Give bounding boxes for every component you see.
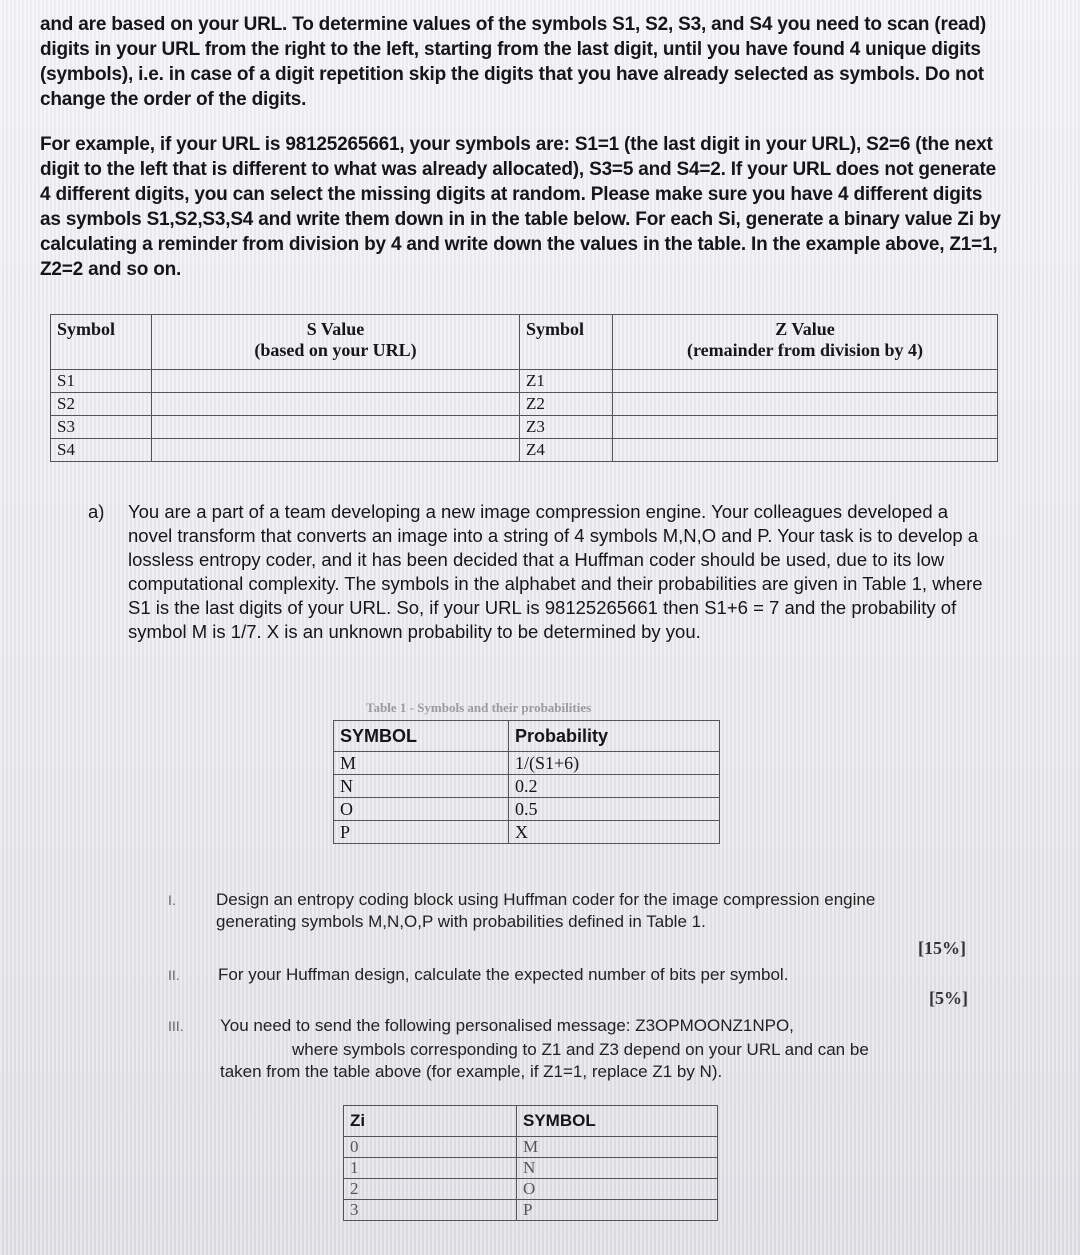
table1-header-probability: Probability [509,721,720,752]
table2-zi: 3 [344,1200,517,1221]
header-z-value-sub: (remainder from division by 4) [686,340,923,360]
table-row [334,798,720,821]
table-row [344,1137,718,1158]
s-symbol-cell: S2 [51,393,152,416]
subquestion-3-line-2: where symbols corresponding to Z1 and Z3 depend on your URL and can be [292,1040,869,1059]
intro-text [40,12,1005,302]
table1-symbol: N [334,775,509,798]
zi-symbol-table [343,1105,718,1221]
z-symbol-cell: Z2 [520,393,613,416]
table1-caption: Table 1 - Symbols and their probabilities [366,700,592,715]
z-symbol-cell: Z3 [520,416,613,439]
header-z-value [613,315,998,370]
table-row [344,1158,718,1179]
table-row [334,752,720,775]
table1-symbol: P [334,821,509,844]
subquestion-1-number: I. [168,892,176,908]
table1-probability: 0.5 [509,798,720,821]
s-symbol-cell: S4 [51,439,152,462]
z-value-cell[interactable] [613,439,998,462]
table2-symbol: P [517,1200,718,1221]
s-value-cell[interactable] [152,439,520,462]
s-symbol-cell: S3 [51,416,152,439]
table-row [51,393,998,416]
table-row [51,370,998,393]
z-value-cell[interactable] [613,416,998,439]
table1-symbol: M [334,752,509,775]
subquestion-1-mark: [15%] [918,938,966,958]
intro-paragraph-1: and are based on your URL. To determine values of the symbols S1, S2, S3, and S4 you need to scan (read) digits in your URL from the right to the left, starting from the last digit, until you have found 4 unique digits (symbols), i.e. in case of a digit repetition skip the digits that you have already selected as symbols. Do not change the order of the digits. [40,14,986,110]
subquestion-2-text: For your Huffman design, calculate the expected number of bits per symbol. [218,965,789,984]
table2-zi: 0 [344,1137,517,1158]
table1-header-symbol: SYMBOL [334,721,509,752]
table2-zi: 1 [344,1158,517,1179]
table1-probability: 0.2 [509,775,720,798]
question-a [88,500,988,644]
table-row [334,775,720,798]
s-value-cell[interactable] [152,393,520,416]
subquestion-2-number: II. [168,967,180,983]
header-s-value-sub: (based on your URL) [254,340,417,360]
table-row [344,1200,718,1221]
intro-paragraph-2: For example, if your URL is 98125265661, your symbols are: S1=1 (the last digit in your URL), S2=6 (the next digit to the left that is different to what was already allocated), S3=5 and S4=2. If your URL does not generate 4 different digits, you can select the missing digits at random. Please make sure you have 4 different digits as symbols S1,S2,S3,S4 and write them down in in the table below. For each Si, generate a binary value Zi by calculating a reminder from division by 4 and write down the values in the table. In the example above, Z1=1, Z2=2 and so on. [40,134,1001,280]
symbol-value-table [50,314,998,462]
table-row [334,821,720,844]
table2-symbol: O [517,1179,718,1200]
z-symbol-cell: Z1 [520,370,613,393]
table2-zi: 2 [344,1179,517,1200]
table2-header-zi: Zi [344,1106,517,1137]
s-value-cell[interactable] [152,370,520,393]
header-symbol-z: Symbol [520,315,613,370]
table1-probability: X [509,821,720,844]
subquestion-3-line-1: You need to send the following personalised message: Z3OPMOONZ1NPO, [220,1016,794,1035]
table2-symbol: M [517,1137,718,1158]
question-a-text: You are a part of a team developing a new image compression engine. Your colleagues developed a novel transform that converts an image into a string of 4 symbols M,N,O and P. Your task is to develop a lossless entropy coder, and it has been decided that a Huffman coder should be used, due to its low computational complexity. The symbols in the alphabet and their probabilities are given in Table 1, where S1 is the last digits of your URL. So, if your URL is 98125265661 then S1+6 = 7 and the probability of symbol M is 1/7. X is an unknown probability to be determined by you. [128,501,983,642]
subquestion-1-text: Design an entropy coding block using Huffman coder for the image compression engine generating symbols M,N,O,P with probabilities defined in Table 1. [216,890,876,931]
table-row [51,416,998,439]
header-s-value-title: S Value [306,319,365,339]
header-z-value-title: Z Value [775,319,835,339]
table-row [344,1179,718,1200]
subquestion-2-mark: [5%] [929,988,968,1008]
s-value-cell[interactable] [152,416,520,439]
table1-probability: 1/(S1+6) [509,752,720,775]
s-symbol-cell: S1 [51,370,152,393]
table-row [51,439,998,462]
z-symbol-cell: Z4 [520,439,613,462]
table1-symbol: O [334,798,509,821]
table2-header-symbol: SYMBOL [517,1106,718,1137]
question-a-label: a) [88,501,105,522]
z-value-cell[interactable] [613,393,998,416]
z-value-cell[interactable] [613,370,998,393]
subquestion-3-line-3: taken from the table above (for example, if Z1=1, replace Z1 by N). [220,1062,723,1081]
header-s-value [152,315,520,370]
header-symbol: Symbol [51,315,152,370]
subquestion-3-number: III. [168,1018,184,1034]
table2-symbol: N [517,1158,718,1179]
probability-table [333,720,720,844]
